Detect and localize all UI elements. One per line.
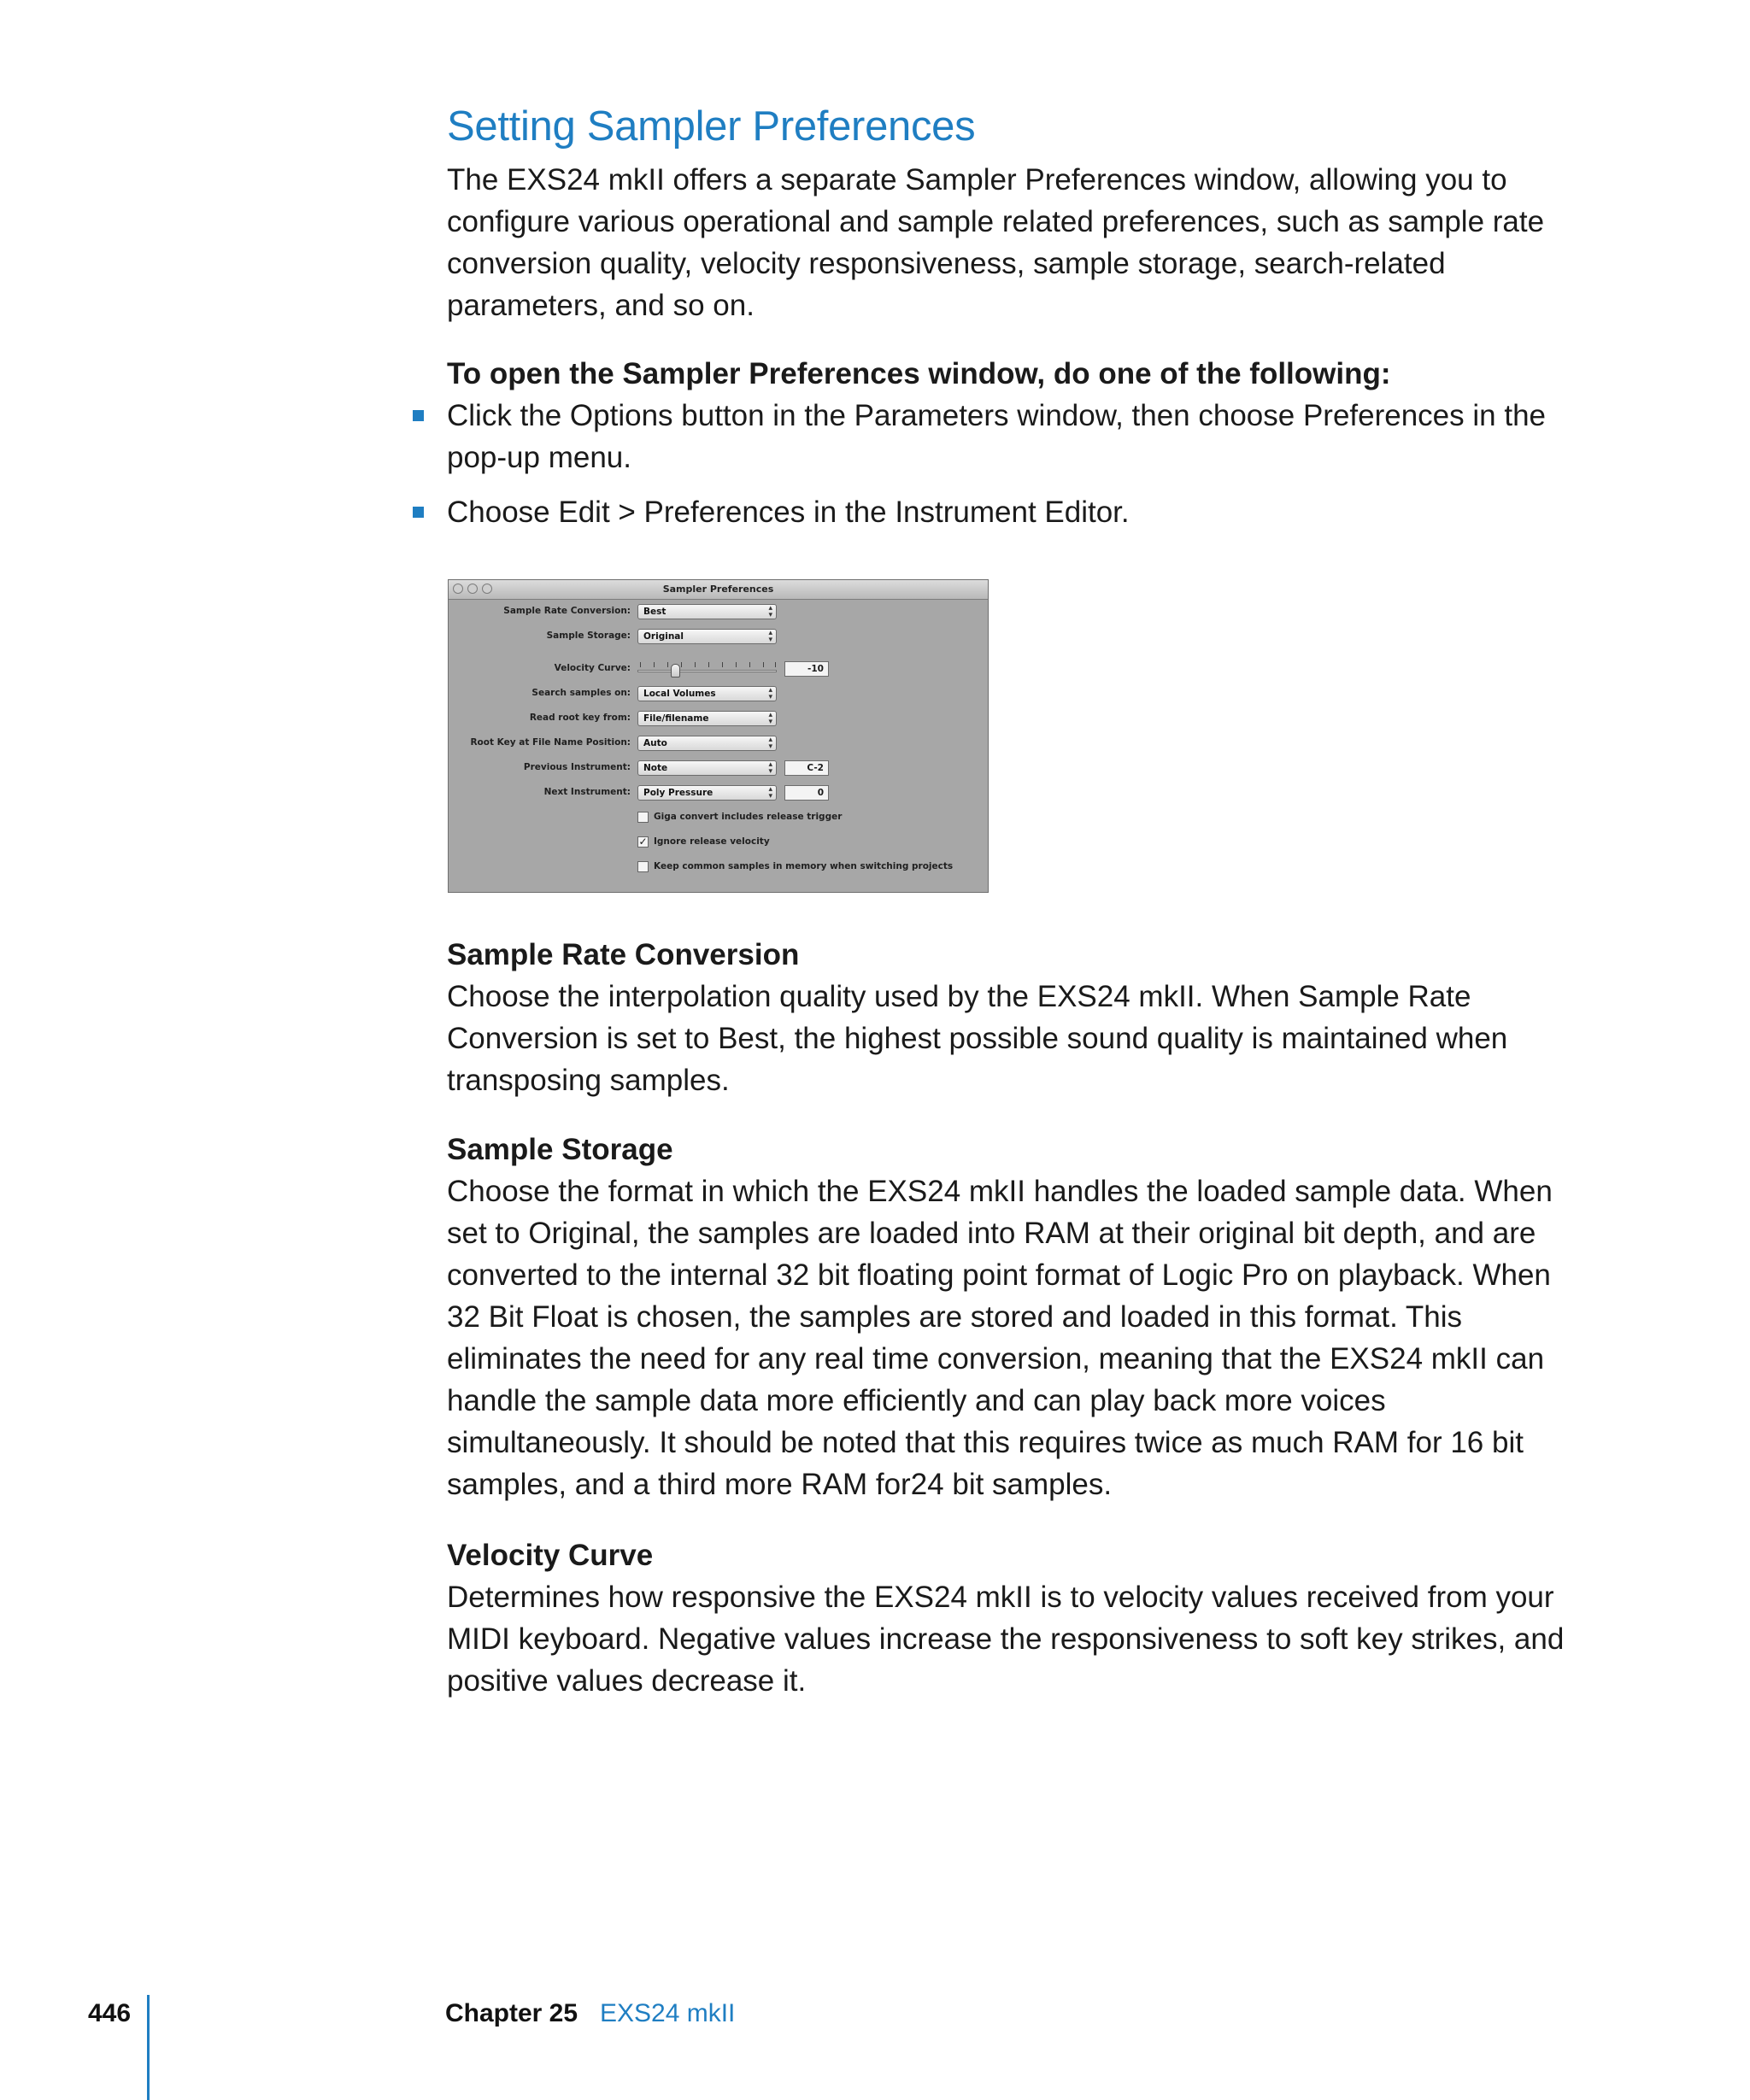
- read-root-key-label: Read root key from:: [529, 713, 631, 723]
- task-heading: To open the Sampler Preferences window, do one of the following:: [447, 357, 1391, 390]
- sample-storage-label: Sample Storage:: [546, 631, 631, 641]
- section-velocity-curve: [447, 1534, 1592, 1702]
- section-heading: Sample Rate Conversion: [447, 938, 800, 971]
- row-velocity-curve: [449, 660, 988, 678]
- next-instrument-label: Next Instrument:: [543, 787, 631, 797]
- search-samples-on-label: Search samples on:: [531, 688, 631, 698]
- list-item: [447, 491, 1592, 533]
- row-giga-convert: [449, 808, 988, 827]
- chapter-label: Chapter 25: [445, 1999, 578, 2027]
- keep-common-samples-checkbox[interactable]: [637, 861, 649, 872]
- next-instrument-select[interactable]: Poly Pressure ▴ ▾: [637, 785, 777, 801]
- section-heading: Sample Storage: [447, 1133, 673, 1166]
- read-root-key-select[interactable]: File/filename ▴ ▾: [637, 711, 777, 726]
- section-body: Determines how responsive the EXS24 mkII is to velocity values received from your MIDI keyboard. Negative values increase the responsiveness to soft key strikes, and positive values decrease it.: [447, 1581, 1565, 1698]
- sampler-preferences-window: [448, 579, 989, 893]
- row-sample-storage: [449, 627, 988, 646]
- row-root-key-position: [449, 734, 988, 753]
- row-ignore-release-velocity: [449, 833, 988, 852]
- row-next-instrument: [449, 783, 988, 802]
- row-search-samples-on: [449, 684, 988, 703]
- bullet-icon: [413, 507, 424, 518]
- section-body: Choose the format in which the EXS24 mkII handles the loaded sample data. When set to Original, the samples are loaded into RAM at their original bit depth, and are converted to the internal 32 bit floating point format of Logic Pro on playback. When 32 Bit Float is chosen, the samples are stored and loaded in this format. This eliminates the need for any real time conversion, meaning that the EXS24 mkII can handle the sample data more efficiently and can play back more voices simultaneously. It should be noted that this requires twice as much RAM for 16 bit samples, and a third more RAM for24 bit samples.: [447, 1175, 1553, 1501]
- updown-arrows-icon: ▴ ▾: [768, 629, 772, 644]
- updown-arrows-icon: ▴ ▾: [768, 604, 772, 619]
- bullet-icon: [413, 410, 424, 421]
- updown-arrows-icon: ▴ ▾: [768, 736, 772, 751]
- sample-rate-conversion-label: Sample Rate Conversion:: [503, 606, 631, 616]
- row-read-root-key: [449, 709, 988, 728]
- updown-arrows-icon: ▴ ▾: [768, 711, 772, 726]
- section-body: Choose the interpolation quality used by the EXS24 mkII. When Sample Rate Conversion is set to Best, the highest possible sound quality is maintained when transposing samples.: [447, 980, 1508, 1097]
- section-heading: Velocity Curve: [447, 1539, 654, 1572]
- intro-paragraph: The EXS24 mkII offers a separate Sampler Preferences window, allowing you to configure various operational and sample related preferences, such as sample rate conversion quality, velocity responsiveness, sample storage, search-related parameters, and so on.: [447, 163, 1545, 322]
- previous-instrument-select[interactable]: Note ▴ ▾: [637, 760, 777, 776]
- page-title: Setting Sampler Preferences: [447, 103, 976, 150]
- row-previous-instrument: [449, 759, 988, 777]
- velocity-curve-slider[interactable]: [637, 670, 777, 672]
- velocity-curve-label: Velocity Curve:: [554, 663, 631, 673]
- list-item-text: Choose Edit > Preferences in the Instrument Editor.: [447, 496, 1130, 529]
- section-sample-rate-conversion: [447, 934, 1592, 1101]
- bullet-list: [447, 395, 1592, 546]
- slider-knob[interactable]: [671, 664, 680, 678]
- giga-convert-label: Giga convert includes release trigger: [654, 812, 843, 822]
- row-sample-rate-conversion: [449, 602, 988, 621]
- updown-arrows-icon: ▴ ▾: [768, 686, 772, 701]
- sample-storage-select[interactable]: Original ▴ ▾: [637, 629, 777, 644]
- next-instrument-value-field[interactable]: 0: [784, 785, 829, 801]
- ignore-release-velocity-checkbox[interactable]: ✓: [638, 836, 648, 848]
- section-sample-storage: [447, 1129, 1592, 1505]
- list-item-text: Click the Options button in the Parameters window, then choose Preferences in the pop-up menu.: [447, 399, 1546, 474]
- ignore-release-velocity-label: Ignore release velocity: [654, 836, 770, 847]
- keep-common-samples-label: Keep common samples in memory when switching projects: [654, 861, 954, 871]
- search-samples-on-select[interactable]: Local Volumes ▴ ▾: [637, 686, 777, 701]
- updown-arrows-icon: ▴ ▾: [768, 785, 772, 801]
- window-titlebar: [449, 580, 988, 600]
- list-item: [447, 395, 1592, 478]
- chapter-title: EXS24 mkII: [600, 1999, 736, 2027]
- window-title: Sampler Preferences: [662, 584, 774, 595]
- updown-arrows-icon: ▴ ▾: [768, 760, 772, 776]
- previous-instrument-label: Previous Instrument:: [523, 762, 631, 772]
- velocity-curve-value-field[interactable]: -10: [784, 661, 829, 677]
- sample-rate-conversion-select[interactable]: Best ▴ ▾: [637, 604, 777, 619]
- root-key-position-select[interactable]: Auto ▴ ▾: [637, 736, 777, 751]
- row-keep-common-samples: [449, 858, 988, 877]
- footer-divider: [147, 1995, 150, 2100]
- previous-instrument-value-field[interactable]: C-2: [784, 760, 829, 776]
- giga-convert-checkbox[interactable]: [637, 812, 649, 823]
- root-key-position-label: Root Key at File Name Position:: [470, 737, 631, 748]
- page-number: 446: [88, 1999, 132, 2027]
